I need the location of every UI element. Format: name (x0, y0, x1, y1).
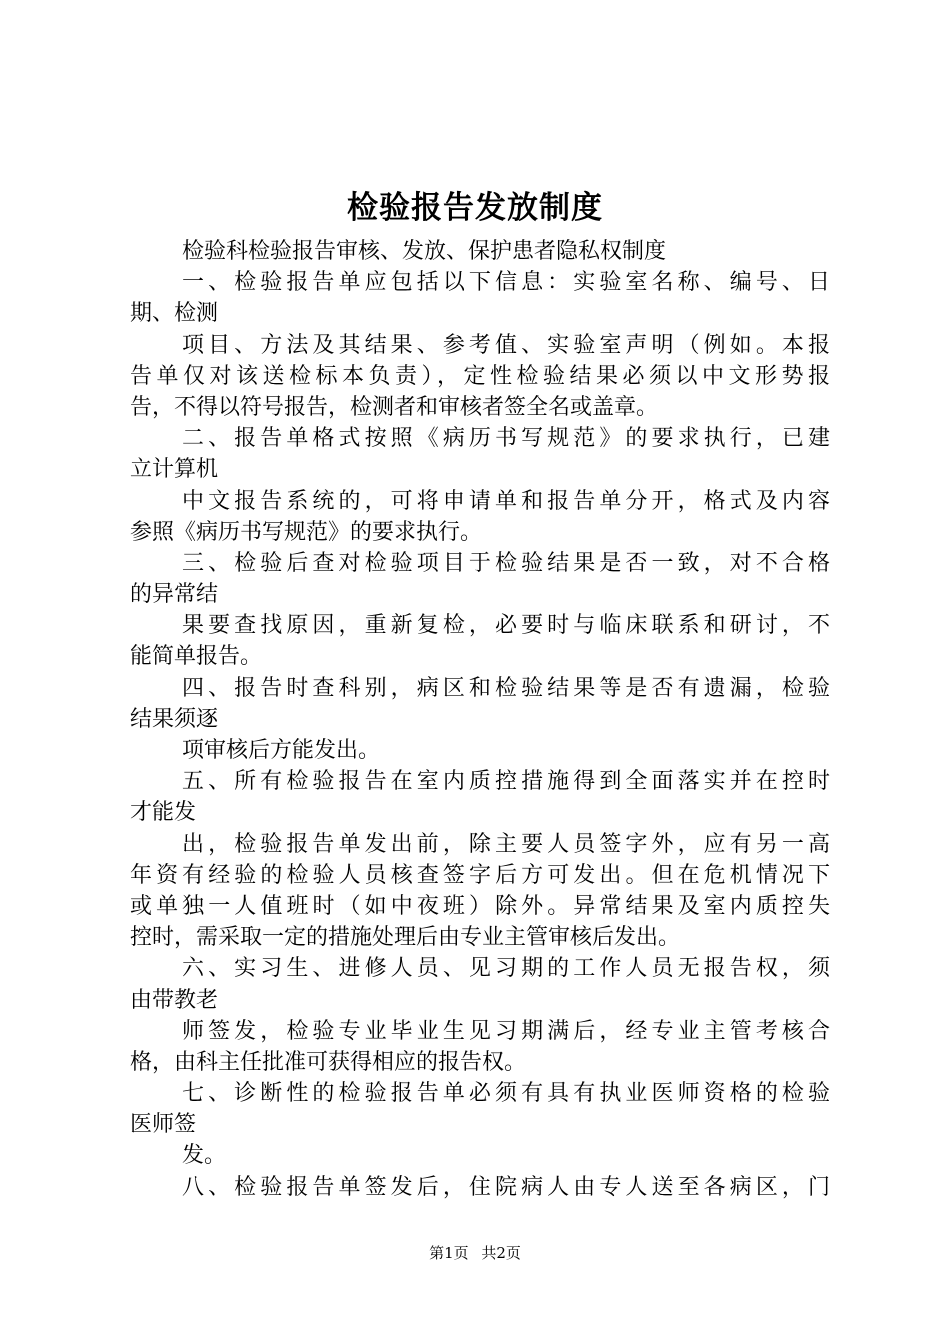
text-line: 中文报告系统的，可将申请单和报告单分开，格式及内容 (182, 488, 830, 514)
text-line: 八、检验报告单签发后，住院病人由专人送至各病区，门 (182, 1174, 830, 1200)
text-line: 出，检验报告单发出前，除主要人员签字外，应有另一高 (182, 831, 830, 857)
text-line: 能简单报告。 (130, 644, 263, 670)
text-line: 发。 (182, 1143, 227, 1169)
page-number: 第1页 (429, 1244, 469, 1262)
text-line: 项审核后方能发出。 (182, 738, 381, 763)
text-line: 期、检测 (130, 301, 219, 327)
text-line: 检验科检验报告审核、发放、保护患者隐私权制度 (182, 239, 667, 264)
text-line: 的异常结 (130, 582, 219, 608)
text-line: 格，由科主任批准可获得相应的报告权。 (130, 1049, 527, 1075)
text-line: 二、报告单格式按照《病历书写规范》的要求执行，已建 (182, 426, 830, 452)
text-line: 参照《病历书写规范》的要求执行。 (130, 519, 483, 545)
text-line: 年资有经验的检验人员核查签字后方可发出。但在危机情况下 (130, 862, 830, 888)
text-line: 或单独一人值班时（如中夜班）除外。异常结果及室内质控失 (130, 893, 830, 919)
text-line: 项目、方法及其结果、参考值、实验室声明（例如。本报 (182, 332, 830, 358)
text-line: 三、检验后查对检验项目于检验结果是否一致，对不合格 (182, 550, 830, 576)
text-line: 才能发 (130, 800, 197, 826)
text-line: 由带教老 (130, 987, 219, 1013)
text-line: 结果须逐 (130, 706, 219, 732)
text-line: 告，不得以符号报告，检测者和审核者签全名或盖章。 (130, 394, 659, 420)
text-line: 四、报告时查科别，病区和检验结果等是否有遗漏，检验 (182, 675, 830, 701)
text-line: 立计算机 (130, 457, 219, 483)
text-line: 果要查找原因，重新复检，必要时与临床联系和研讨，不 (182, 613, 830, 639)
document-body (130, 236, 830, 1203)
text-line: 控时，需采取一定的措施处理后由专业主管审核后发出。 (130, 925, 681, 951)
text-line: 一、检验报告单应包括以下信息：实验室名称、编号、日 (182, 270, 830, 296)
document-title: 检验报告发放制度 (347, 190, 603, 226)
page-footer (0, 1243, 950, 1263)
text-line: 五、所有检验报告在室内质控措施得到全面落实并在控时 (182, 769, 830, 795)
text-line: 六、实习生、进修人员、见习期的工作人员无报告权，须 (182, 956, 830, 982)
text-line: 师签发，检验专业毕业生见习期满后，经专业主管考核合 (182, 1018, 830, 1044)
text-line: 告单仅对该送检标本负责），定性检验结果必须以中文形势报 (130, 363, 830, 389)
text-line: 医师签 (130, 1112, 197, 1138)
page-total: 共2页 (481, 1244, 521, 1262)
text-line: 七、诊断性的检验报告单必须有具有执业医师资格的检验 (182, 1081, 830, 1107)
